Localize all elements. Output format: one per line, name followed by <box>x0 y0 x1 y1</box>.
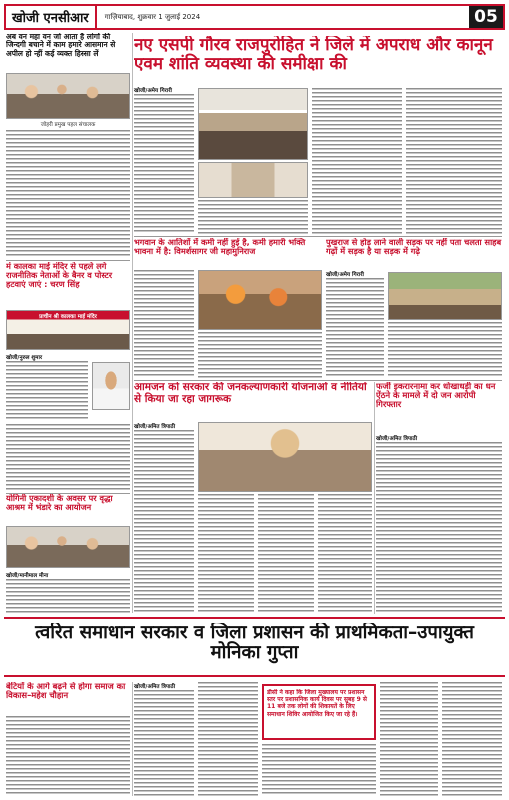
section-rule <box>6 493 130 494</box>
sp-meeting-body-col4 <box>406 88 502 234</box>
bottom-body-col5 <box>442 682 502 796</box>
sp-meeting-photo-2 <box>198 162 308 198</box>
janjagruk-body-col3 <box>258 494 314 614</box>
bottom-body-col2 <box>198 682 258 796</box>
dc-callout-box <box>262 684 376 740</box>
bhagwan-body-col1 <box>134 270 194 378</box>
sp-meeting-byline: खोजी/अमेय गिरारी <box>134 88 172 94</box>
bottom-banner-byline: खोजी/अमित त्रिपाठी <box>134 684 176 690</box>
newspaper-title: खोजी एनसीआर <box>6 6 97 28</box>
section-rule <box>6 260 130 261</box>
betiyan-body <box>6 716 130 796</box>
top-left-caption: जोहरी प्रमुख पहल संचालक <box>40 122 96 128</box>
bhagwan-photo <box>198 270 322 330</box>
janjagruk-byline: खोजी/अमित त्रिपाठी <box>134 424 176 430</box>
page-number: 05 <box>469 6 503 28</box>
janjagruk-body-col1 <box>134 430 194 614</box>
mandir-body-2 <box>6 424 130 492</box>
farji-byline: खोजी/अमित त्रिपाठी <box>376 436 418 442</box>
yogini-headline: योगिनी एकादशी के अवसर पर वृद्धा आश्रम में भंडारे का आयोजन <box>6 494 113 513</box>
pukhraj-headline: पुखराज से होड़ लाने वाली सड़क पर नहीं पता चलता साहब गढ़ों में सड़क है या सड़क में गढ़े <box>326 238 502 257</box>
section-rule <box>134 380 502 381</box>
issue-date: गाज़ियाबाद, शुक्रवार 1 जुलाई 2024 <box>104 12 201 21</box>
sp-meeting-headline: नए एसपी गौरव राजपुरोहित ने जिले में अपराध और कानून एवम शांति व्यवस्था की समीक्षा की <box>134 36 493 74</box>
pukhraj-body-col2 <box>388 322 502 378</box>
column-rule <box>132 33 133 613</box>
bottom-banner-headline: त्वरित समाधान सरकार व जिला प्रशासन की प्राथमिकता–उपायुक्त मोनिका गुप्ता <box>35 623 474 664</box>
sp-meeting-body-col1 <box>134 94 194 234</box>
bottom-body-col1 <box>134 690 194 796</box>
janjagruk-headline: आमजन को सरकार की जनकल्याणकारी योजनाओं व नीतियों से किया जा रहा जागरूक <box>134 382 367 405</box>
column-rule <box>374 382 375 614</box>
bhagwan-headline: भगवान के आतिशों में कमी नहीं हुई है, कमी हमारी भक्ति भावना में है: विमर्शसागर जी महामुनिराज <box>134 238 306 257</box>
farji-body <box>376 442 502 614</box>
pukhraj-body-col1 <box>326 278 384 378</box>
top-left-headline: अब वन महा वन जो आता है लोगों की जिन्दगी बचाने में काम हमारे आसमान से अपील हो न्हीं कई व्यक्त हिस्सा लें <box>6 33 116 58</box>
pukhraj-photo <box>388 272 502 320</box>
bottom-body-col4 <box>380 682 438 796</box>
mandir-banner-text: प्राचीन श्री कालका माई मंदिर <box>39 314 97 320</box>
bhagwan-body-col2 <box>198 332 322 378</box>
yogini-photo <box>6 526 130 568</box>
mandir-headline: मंं कालका माई मंदिर से पहले लगे राजनीतिक नेताओं के बैनर व पोस्टर हटवाएं जाएं : चरण सिंह <box>6 262 113 290</box>
top-left-body <box>6 130 130 258</box>
janjagruk-body-col4 <box>318 494 372 614</box>
bottom-body-col3 <box>262 744 376 796</box>
pukhraj-byline: खोजी/अमेय गिरारी <box>326 272 364 278</box>
sp-meeting-body-col2 <box>198 200 308 234</box>
mandir-portrait <box>92 362 130 410</box>
farji-headline: फर्जी इकरारनामा कर धोखाधड़ी का धन ऐंठने के मामले में दो जन आरोपी गिरफ्तार <box>376 382 496 410</box>
janjagruk-photo <box>198 422 372 492</box>
yogini-body <box>6 579 130 615</box>
janjagruk-body-col2 <box>198 494 254 614</box>
mandir-byline: खोजी/नुरुल शुमार <box>6 355 43 361</box>
dc-callout-text: डीसी ने कहा कि जिला मुख्यालय पर प्रशासन स्तर पर प्रशासनिक कार्य दिवस पर सुबह 9 से 11 बजे तक लोगों की शिकायतें के लिए समाधान शिविर आयोजित किए जा रहे हैं। <box>267 689 367 718</box>
section-rule <box>134 236 502 237</box>
bottom-banner <box>4 617 505 677</box>
sp-meeting-body-col3 <box>312 88 402 234</box>
mandir-body-1 <box>6 361 88 421</box>
yogini-byline: खोजी/मानीमाल मीना <box>6 573 49 579</box>
masthead <box>4 4 505 30</box>
top-left-photo <box>6 73 130 119</box>
column-rule <box>132 682 133 796</box>
sp-meeting-photo <box>198 88 308 160</box>
mandir-photo <box>6 310 130 350</box>
betiyan-headline: बेटियों के आगे बढ़ने से होगा समाज का विकास–महेश चौहान <box>6 682 126 701</box>
